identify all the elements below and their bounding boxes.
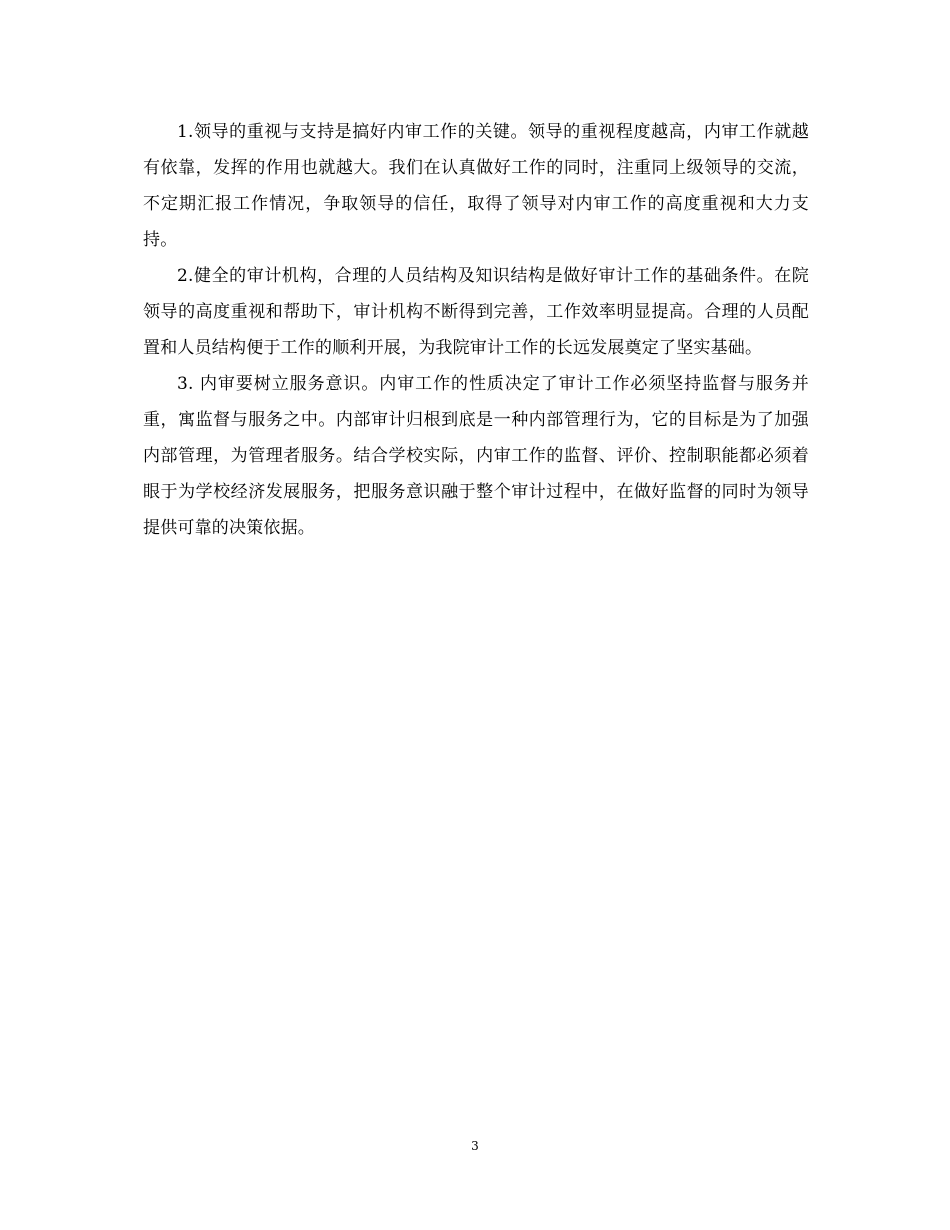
page-number: 3 [471,1139,479,1153]
paragraph-1: 1.领导的重视与支持是搞好内审工作的关键。领导的重视程度越高，内审工作就越有依靠，发挥的作用也就越大。我们在认真做好工作的同时，注重同上级领导的交流，不定期汇报工作情况，争取领导的信任，取得了领导对内审工作的高度重视和大力支持。 [143,122,809,250]
paragraph-2: 2.健全的审计机构，合理的人员结构及知识结构是做好审计工作的基础条件。在院领导的高度重视和帮助下，审计机构不断得到完善，工作效率明显提高。合理的人员配置和人员结构便于工作的顺利开展，为我院审计工作的长远发展奠定了坚实基础。 [143,266,809,358]
document-body [143,114,809,546]
paragraph-3: 3. 内审要树立服务意识。内审工作的性质决定了审计工作必须坚持监督与服务并重，寓监督与服务之中。内部审计归根到底是一种内部管理行为，它的目标是为了加强内部管理，为管理者服务。结合学校实际，内审工作的监督、评价、控制职能都必须着眼于为学校经济发展服务，把服务意识融于整个审计过程中，在做好监督的同时为领导提供可靠的决策依据。 [143,374,809,538]
